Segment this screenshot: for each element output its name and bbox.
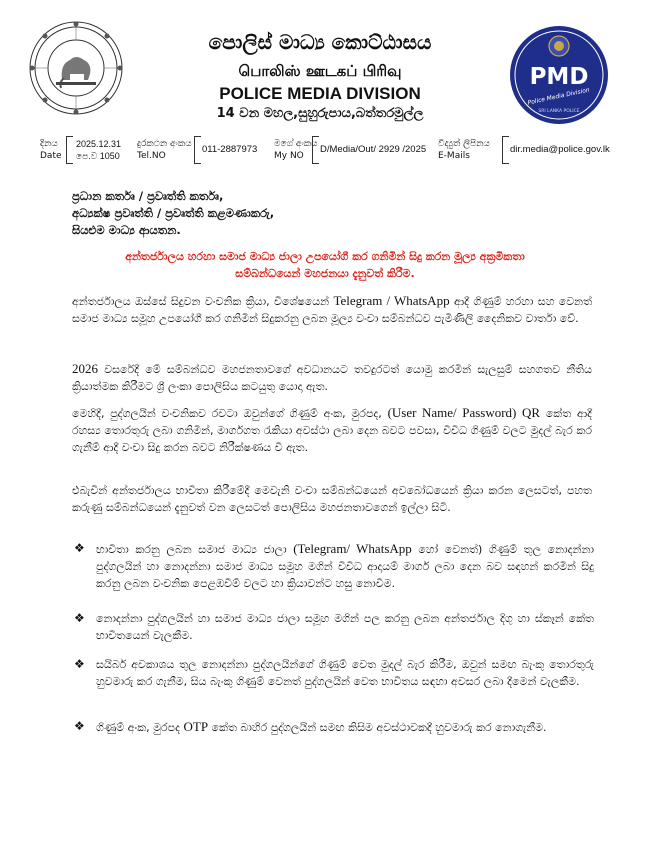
- diamond-bullet-icon: ❖: [74, 541, 85, 555]
- email-label: විද්‍යුත් ලිපිනය E-Mails: [438, 139, 490, 161]
- pmd-logo-sub: Police Media Division: [527, 86, 591, 107]
- my-no-value: D/Media/Out/ 2929 /2025: [320, 144, 427, 155]
- pmd-logo-country: SRI LANKA POLICE: [538, 109, 580, 114]
- paragraph-2: 2026 වසරේදී මේ සම්බන්ධව මහජනතාවගේ අවධානයට තවදුරටත් යොමු කරමින් සැලසුම් සහගතව නීතිය ක්‍රියාත්මක කිරීමට ශ්‍රී ලංකා පොලිසිය කටයුතු යොදා ඇත.: [72, 361, 592, 393]
- addressee-block: [72, 188, 274, 239]
- addressee-line: සියළුම මාධ්‍ය ආයතන.: [72, 223, 181, 237]
- diamond-bullet-icon: ❖: [74, 719, 85, 733]
- tel-value: 011-2887973: [202, 144, 258, 155]
- date-value: 2025.12.31 පෙ.ව 1050: [76, 139, 122, 161]
- diamond-bullet-icon: ❖: [74, 611, 85, 625]
- title-english: POLICE MEDIA DIVISION: [219, 84, 421, 103]
- bullet-item: ❖ නොදන්නා පුද්ගලයින් හා සමාජ මාධ්‍ය ජාලා සමූහ මගින් පල කරනු ලබන අන්තර්ජාල දිගු හා ස්කෑන් කේත භාවිතයෙන් වැලකීම.: [74, 611, 594, 642]
- addressee-line: ප්‍රධාන කර්තෘ / ප්‍රවෘත්ති කර්තෘ,: [72, 189, 224, 203]
- office-address: 14 වන මහල,සුහුරුපාය,බත්තරමුල්ල: [216, 106, 424, 121]
- police-seal-logo: [26, 18, 126, 118]
- tel-label: දුරකථන අංකය Tel.NO: [137, 139, 192, 161]
- bullet-item: ❖ ගිණුම් අංක, මුරපද OTP කේත බාහිර පුද්ගලයින් සමඟ කිසිම අවස්ථාවකදී හුවමාරු කර නොගැනීම.: [74, 719, 547, 734]
- bullet-item: ❖ සයිබර් අවකාශය තුල නොදන්නා පුද්ගලයින්ගේ ගිණුම් වෙත මුදල් බැර කිරීම, ඔවුන් සමඟ බැංකු තොරතුරු හුවමාරු කර ගැනීම, සිය බැංකු ගිණුම් වෙනත් පුද්ගලයින් වෙත භාවිතය සඳහා අවසර ලබා දීමෙන් වැලකීම.: [74, 657, 594, 688]
- email-value: dir.media@police.gov.lk: [510, 144, 610, 155]
- addressee-line: අධ්‍යක්ෂ ප්‍රවෘත්ති / ප්‍රවෘත්ති කළමණාකරු,: [72, 206, 275, 220]
- paragraph-1: අන්තර්ජාලය ඔස්සේ සිදුවන වංචනික ක්‍රියා, විශේෂයෙන් Telegram / WhatsApp ආදී ගිණුම් හරහා සහ වෙනත් සමාජ මාධ්‍ය සමූහ උපයෝගී කර ගනිමින් සිදුකරනු ලබන මූල්‍ය වංචා සම්බන්ධව පැමිණිලි දෛනිකව වාර්තා වේ.: [72, 293, 592, 325]
- paragraph-3: මෙහිදී, පුද්ගලයින් වංචනිකව රවටා ඔවුන්ගේ ගිණුම් අංක, මුරපද, (User Name/ Password) QR කේත ආදී රහස්‍ය තොරතුරු ලබා ගනිමින්, මාර්ගගත රැකියා අවස්ථා ලබා දෙන බවට පවසා, විවිධ ගිණුම් වලට මුදල් බැර කර ගැනීම් ආදී වංචා සිදු කරන බවට නිරීක්ෂණය වී ඇත.: [72, 405, 592, 454]
- title-tamil: பொலிஸ் ஊடகப் பிரிவு: [238, 62, 402, 80]
- diamond-bullet-icon: ❖: [74, 657, 85, 671]
- paragraph-4: එබැවින් අන්තර්ජාලය භාවිතා කිරීමේදී මෙවැනි වංචා සම්බන්ධයෙන් අවබෝධයෙන් ක්‍රියා කරන ලෙසටත්, පහත කරුණු සම්බන්ධයෙන් දැනුවත් වන ලෙසටත් පොලිසිය මහජනතාවගෙන් ඉල්ලා සිටී.: [72, 484, 592, 514]
- bullet-item: ❖ භාවිතා කරනු ලබන සමාජ මාධ්‍ය ජාලා (Telegram/ WhatsApp හෝ වෙනත්) ගිණුම් තුල නොදන්නා පුද්ගලයින් හා නොදන්නා සමාජ මාධ්‍ය සමූහ මගින් විවිධ ආදායම් මාර්ග ලබා දෙන බව සඳහන් කරමින් සිදු කරනු ලබන වංචනික පෙළඹවීම් වලට හා ක්‍රියාවන්ට හසු නොවීම.: [74, 541, 595, 590]
- my-no-label: මගේ අංකය My NO: [274, 139, 318, 161]
- date-label: දිනය Date: [40, 139, 62, 161]
- pmd-logo-text: PMD: [529, 64, 589, 90]
- title-sinhala: පොලිස් මාධ්‍ය කොට්ඨාසය: [208, 30, 432, 54]
- subject-heading: අන්තර්ජාලය හරහා සමාජ මාධ්‍ය ජාලා උපයෝගී කර ගනිමින් සිදු කරන මූල්‍ය අක්‍රමිකතා සම්බන්ධයෙන් මහජනයා දැනුවත් කිරීම.: [125, 250, 525, 280]
- pmd-logo: [508, 24, 610, 126]
- reference-row: [40, 134, 620, 170]
